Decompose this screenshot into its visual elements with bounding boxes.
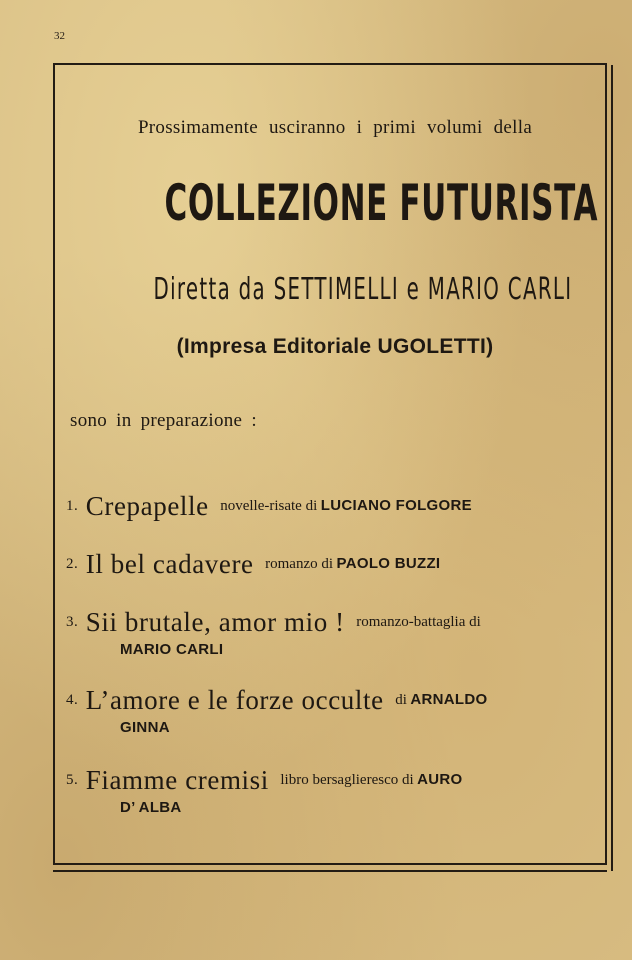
book-description: libro bersaglieresco di	[280, 772, 414, 788]
book-number: 3.	[66, 614, 79, 630]
frame-shadow-bottom	[53, 870, 607, 872]
page-number: 32	[54, 30, 65, 42]
book-title: Fiamme cremisi	[85, 765, 269, 795]
book-title: Il bel cadavere	[85, 549, 254, 579]
book-description: romanzo di	[265, 556, 334, 572]
book-author: MARIO CARLI	[120, 641, 224, 659]
frame-shadow-right	[611, 65, 613, 871]
preparation-label: sono in preparazione :	[70, 410, 257, 431]
book-title: Crepapelle	[85, 491, 209, 521]
book-number: 4.	[66, 692, 79, 708]
book-entry	[66, 488, 596, 524]
book-description: di	[395, 692, 407, 708]
book-entry	[66, 604, 596, 660]
book-author: ARNALDO	[410, 691, 488, 708]
book-entry	[66, 546, 596, 582]
book-entry	[66, 682, 596, 738]
book-author: LUCIANO FOLGORE	[320, 497, 472, 514]
book-entry	[66, 762, 596, 818]
editors-line: Diretta da SETTIMELLI e MARIO CARLI	[153, 272, 573, 307]
book-author-continued: D’ ALBA	[120, 799, 182, 817]
book-description: novelle-risate di	[220, 498, 318, 514]
publisher-line: (Impresa Editoriale UGOLETTI)	[176, 335, 494, 358]
book-number: 2.	[66, 556, 79, 572]
book-title: Sii brutale, amor mio !	[85, 607, 345, 637]
book-author: PAOLO BUZZI	[336, 555, 441, 572]
book-number: 1.	[66, 498, 79, 514]
book-author-continued: GINNA	[120, 719, 170, 737]
book-author: AURO	[417, 771, 463, 788]
book-title: L’amore e le forze occulte	[85, 685, 384, 715]
book-number: 5.	[66, 772, 79, 788]
intro-text: Prossimamente usciranno i primi volumi della	[137, 117, 533, 138]
book-description: romanzo-battaglia di	[356, 614, 481, 630]
collection-title: COLLEZIONE FUTURISTA	[164, 174, 599, 232]
